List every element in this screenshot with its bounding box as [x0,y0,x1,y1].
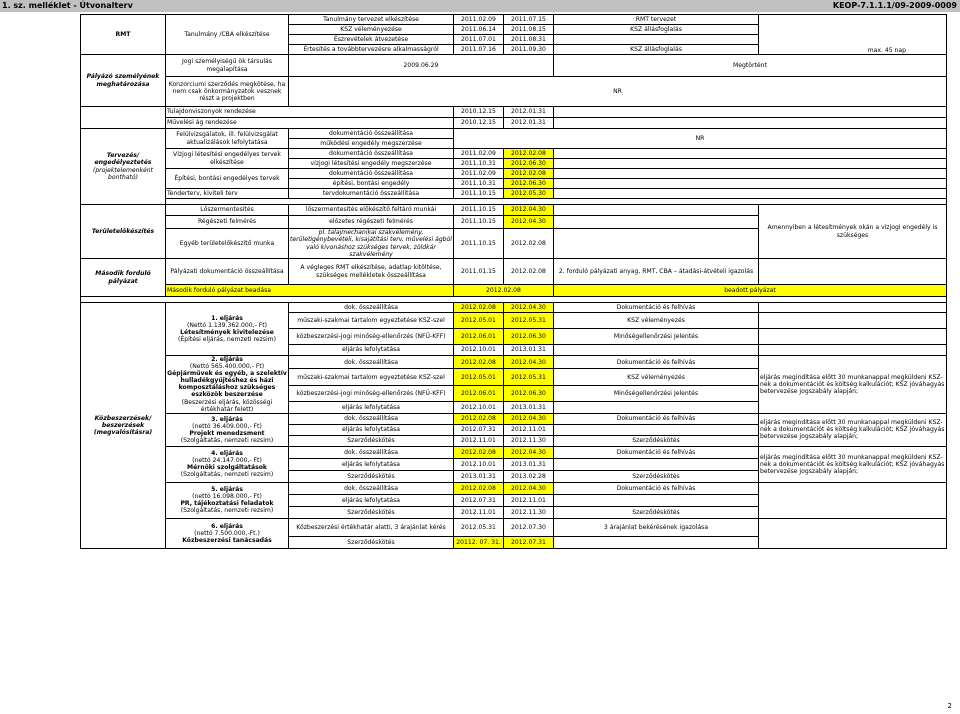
end-date: 2012.07.30 [504,518,554,536]
detail-cell: dokumentáció összeállítása [289,169,454,179]
start-date: 2010.12.15 [454,107,504,118]
procedure-title: Mérnöki szolgáltatások [187,464,267,472]
detail-cell: Szerződéskötés [289,435,454,446]
end-date: 2012.06.30 [504,329,554,345]
group-terulet: Területelőkészítés [81,205,166,259]
end-date: 2012.02.08 [504,259,554,285]
procedure-title: Létesítmények kivitelezése [180,329,274,336]
start-date: 2011.07.16 [454,45,504,55]
kozb-note: eljárás megindítása előtt 30 munkanappal megküldeni KSZ-nek a dokumentációt és költség kalkulációt; KSZ jóváhagyás betervezése jogszabály alapján; [759,356,947,414]
detail-cell: eljárás lefolytatása [289,424,454,435]
task-cell: Konzorciumi szerződés megkötése, ha nem csak önkormányzatok vesznek részt a projektben [166,77,289,107]
end-date: 2011.08.31 [504,35,554,45]
group-title: Tervezés/ engedélyeztetés [94,152,152,167]
procedure-amount: (nettó 36.409.000,- Ft) [192,422,262,430]
status-cell: Szerződéskötés [554,506,759,518]
status-cell: Szerződéskötés [554,435,759,446]
status-cell: 2. forduló pályázati anyag, RMT, CBA – átadási-átvételi igazolás [554,259,759,285]
start-date: 2012.06.01 [454,329,504,345]
start-date: 2011.01.15 [454,259,504,285]
end-date: 2012.11.01 [504,494,554,506]
task-cell: Második forduló pályázat beadása [166,285,454,297]
detail-cell: dokumentáció összeállítása [289,149,454,159]
task-cell: Felülvizsgálatok, ill. felülvizsgálat aktualizálások lefolytatása [166,129,289,149]
start-date: 2012.02.08 [454,413,504,424]
end-date: 2012.02.08 [504,229,554,259]
end-date: 2012.07.31 [504,536,554,548]
detail-cell: előzetes régészeti felmérés [289,216,454,229]
procedure-amount: (nettó 24.147.000,- Ft) [192,457,262,465]
status-cell: Dokumentáció és felhívás [554,356,759,369]
start-date: 2012.11.01 [454,435,504,446]
procedure-amount: (Nettó 565.400.000,- Ft) [189,363,265,371]
end-date: 2012.04.30 [504,216,554,229]
procedure-amount: (nettó 16.098.000,- Ft) [192,493,262,501]
detail-cell: A végleges RMT elkészítése, adatlap kitöltése, szükséges mellékletek összeállítása [289,259,454,285]
procedure-number: 4. eljárás [211,450,243,458]
terulet-note: Amennyiben a létesítmények okán a vízjogi engedély is szükséges [759,205,947,259]
start-date: 2012.07.31 [454,494,504,506]
project-code: KEOP-7.1.1.1/09-2009-0009 [832,1,957,10]
procedure-title: Gépjárművek és egyéb, a szelektív hulladékgyűjtéshez és házi komposztáláshoz szükséges eszközök beszerzése [167,370,287,399]
detail-cell: eljárás lefolytatása [289,345,454,356]
end-date: 2013.01.31 [504,458,554,470]
end-date: 2012.05.30 [504,189,554,199]
document-header [0,0,960,12]
start-date: 2011.02.09 [454,169,504,179]
end-date: 2012.01.31 [504,118,554,129]
start-date: 2012.02.08 [454,482,504,494]
task-cell: Művelési ág rendezése [166,118,454,129]
start-date: 2011.10.15 [454,205,504,216]
task-cell: Lőszermentesítés [166,205,289,216]
kozb-note: eljárás megindítása előtt 30 munkanappal megküldeni KSZ-nek a dokumentációt és költség kalkulációt; KSZ jóváhagyás betervezése jogszabály alapján; [759,413,947,446]
start-date: 2012.11.01 [454,506,504,518]
end-date: 2012.04.30 [504,205,554,216]
group-note: (projektelemenként bontható) [92,166,154,181]
end-date: 2012.04.30 [504,413,554,424]
status-cell: Megtörtént [554,55,947,77]
status-cell: beadott pályázat [554,285,947,297]
procedure-type: (Szolgáltatás, nemzeti rezsim) [180,471,274,479]
start-date: 2011.10.15 [454,189,504,199]
start-date: 2011.06.14 [454,25,504,35]
procedure-amount: (nettó 7.500.000,-Ft.) [194,529,260,537]
start-date: 2013.01.31 [454,470,504,482]
procedure-title: Projekt menedzsment [189,429,265,437]
start-date: 2011.07.01 [454,35,504,45]
end-date: 2013.01.31 [504,402,554,413]
detail-cell: dok. összeállítása [289,482,454,494]
group-rmt: RMT [81,15,166,55]
procedure-type: (Szolgáltatás, nemzeti rezsim) [180,507,274,515]
schedule-table [80,14,947,549]
rmt-sub: Tanulmány /CBA elkészítése [166,15,289,55]
detail-cell: dok. összeállítása [289,303,454,313]
detail-cell: közbeszerzési-jogi minőség-ellenőrzés (NFÜ-KFF) [289,329,454,345]
date-cell: 2009.06.29 [289,55,554,77]
end-date: 2011.09.30 [504,45,554,55]
detail-cell: lőszermentesítés előkészítő feltáró munkái [289,205,454,216]
procedure-2 [166,356,289,414]
detail-cell: eljárás lefolytatása [289,458,454,470]
task-cell: Régészeti felmérés [166,216,289,229]
procedure-number: 1. eljárás [211,314,243,322]
end-date: 2012.02.08 [504,169,554,179]
task-cell: Egyéb területelőkészítő munka [166,229,289,259]
start-date: 2011.10.15 [454,216,504,229]
status-cell: Minőségellenőrzési Jelentés [554,329,759,345]
end-date: 2012.05.31 [504,369,554,386]
start-date: 2012.06.01 [454,385,504,402]
detail-cell: eljárás lefolytatása [289,494,454,506]
status-cell: KSZ véleményezés [554,313,759,329]
group-kozbeszerzes: Közbeszerzések/ beszerzések (megvalósításra) [81,303,166,549]
nr-cell: NR [454,129,947,149]
end-date: 2011.08.15 [504,25,554,35]
start-date: 2012.05.31 [454,518,504,536]
page-number: 2 [947,702,952,710]
task-cell: KSZ véleményezése [289,25,454,35]
procedure-number: 3. eljárás [211,415,243,423]
procedure-title: Közbeszerzési tanácsadás [182,536,272,544]
procedure-amount: (Nettó 1.139.362.000,- Ft) [186,321,268,329]
procedure-type: (Építési eljárás, nemzeti rezsim) [178,336,276,344]
annex-title: 1. sz. melléklet - Útvonalterv [2,1,133,10]
task-cell: Tulajdonviszonyok rendezése [166,107,454,118]
start-date: 2012.02.08 [454,446,504,458]
start-date: 2011.10.31 [454,159,504,169]
detail-cell: műszaki-szakmai tartalom egyeztetése KSZ-szel [289,369,454,386]
detail-cell: dokumentáció összeállítása [289,129,454,139]
end-date: 2013.02.28 [504,470,554,482]
end-date: 2012.02.08 [504,149,554,159]
procedure-type: (Beszerzési eljárás, közösségi értékhatár felett) [181,398,273,413]
group-masodik: Második forduló pályázat [81,259,166,297]
end-date: 2012.06.30 [504,385,554,402]
start-date: 2011.02.09 [454,149,504,159]
status-cell [554,35,759,45]
procedure-title: PR, tájékoztatási feladatok [180,500,274,508]
nr-cell: NR [289,77,947,107]
procedure-type: (Szolgáltatás, nemzeti rezsim) [180,436,274,444]
detail-cell: dok. összeállítása [289,446,454,458]
procedure-3 [166,413,289,446]
status-cell: KSZ állásfoglalás [554,25,759,35]
end-date: 2012.04.30 [504,356,554,369]
end-date: 2012.11.30 [504,435,554,446]
start-date: 20112. 07. 31. [454,536,504,548]
procedure-number: 5. eljárás [211,486,243,494]
end-date: 2012.05.31 [504,313,554,329]
detail-cell: eljárás lefolytatása [289,402,454,413]
detail-cell: Közbeszerzési értékhatár alatti, 3 árajánlat kérés [289,518,454,536]
group-tervezes [81,129,166,205]
start-date: 2011.10.31 [454,179,504,189]
start-date: 2012.02.08 [454,303,504,313]
end-date: 2012.11.30 [504,506,554,518]
kozb-note: eljárás megindítása előtt 30 munkanappal megküldeni KSZ-nek a dokumentációt és költség kalkulációt; KSZ jóváhagyás betervezése jogszabály alapján; [759,446,947,482]
detail-cell: Szerződéskötés [289,470,454,482]
task-cell: Pályázati dokumentáció összeállítása [166,259,289,285]
task-cell: Értesítés a továbbtervezésre alkalmasságról [289,45,454,55]
status-cell: Dokumentáció és felhívás [554,482,759,494]
detail-cell: Szerződéskötés [289,506,454,518]
start-date: 2012.05.01 [454,313,504,329]
detail-cell: működési engedély megszerzése [289,139,454,149]
start-date: 2012.07.31 [454,424,504,435]
detail-cell: dok. összeállítása [289,413,454,424]
end-date: 2012.06.30 [504,179,554,189]
date-cell: 2012.02.08 [454,285,554,297]
task-cell: Jogi személyiségű ök társulás megalapítása [166,55,289,77]
end-date: 2011.07.15 [504,15,554,25]
end-date: 2012.04.30 [504,482,554,494]
group-palyazo: Pályázó személyének meghatározása [81,55,166,107]
task-cell: Észrevételek átvezetése [289,35,454,45]
status-cell: Dokumentáció és felhívás [554,446,759,458]
end-date: 2013.01.31 [504,345,554,356]
empty-group [81,107,166,129]
status-cell: KSZ véleményezés [554,369,759,386]
start-date: 2011.02.09 [454,15,504,25]
procedure-4 [166,446,289,482]
status-cell: 3 árajánlat bekérésének igazolása [554,518,759,536]
procedure-1 [166,303,289,356]
start-date: 2010.12.15 [454,118,504,129]
end-date: 2012.04.30 [504,446,554,458]
detail-cell: tervdokumentáció összeállítása [289,189,454,199]
task-cell: Tanulmány tervezet elkészítése [289,15,454,25]
end-date: 2012.11.01 [504,424,554,435]
status-cell: Dokumentáció és felhívás [554,303,759,313]
detail-cell: műszaki-szakmai tartalom egyeztetése KSZ-szel [289,313,454,329]
detail-cell: dok. összeállítása [289,356,454,369]
detail-cell: Szerződéskötés [289,536,454,548]
status-cell: KSZ állásfoglalás [554,45,759,55]
rmt-note: max. 45 nap [759,15,947,55]
detail-cell: építési, bontási engedély [289,179,454,189]
end-date: 2012.06.30 [504,159,554,169]
status-cell: Minőségellenőrzési Jelentés [554,385,759,402]
start-date: 2012.10.01 [454,345,504,356]
end-date: 2012.01.31 [504,107,554,118]
status-cell: Szerződéskötés [554,470,759,482]
detail-cell: pl. talajmechanikai szakvélemény, területigénybevételi, kisajátítási terv, művelési ágból való kivonáshoz szükséges tervek, zöldkár szakvélemény [290,229,452,258]
task-cell: Tenderterv, kiviteli terv [166,189,289,199]
procedure-number: 6. eljárás [211,522,243,530]
start-date: 2011.10.15 [454,229,504,259]
detail-cell: vízjogi létesítési engedély megszerzése [289,159,454,169]
start-date: 2012.10.01 [454,402,504,413]
status-cell: RMT tervezet [554,15,759,25]
procedure-number: 2. eljárás [211,356,243,363]
end-date: 2012.04.30 [504,303,554,313]
detail-cell: közbeszerzési-jogi minőség-ellenőrzés (NFÜ-KFF) [289,385,454,402]
task-cell: Vízjogi létesítési engedélyes tervek elkészítése [166,149,289,169]
start-date: 2012.05.01 [454,369,504,386]
task-cell: Építési, bontási engedélyes tervek [166,169,289,189]
procedure-5 [166,482,289,518]
start-date: 2012.10.01 [454,458,504,470]
start-date: 2012.02.08 [454,356,504,369]
status-cell: Dokumentáció és felhívás [554,413,759,424]
procedure-6 [166,518,289,548]
